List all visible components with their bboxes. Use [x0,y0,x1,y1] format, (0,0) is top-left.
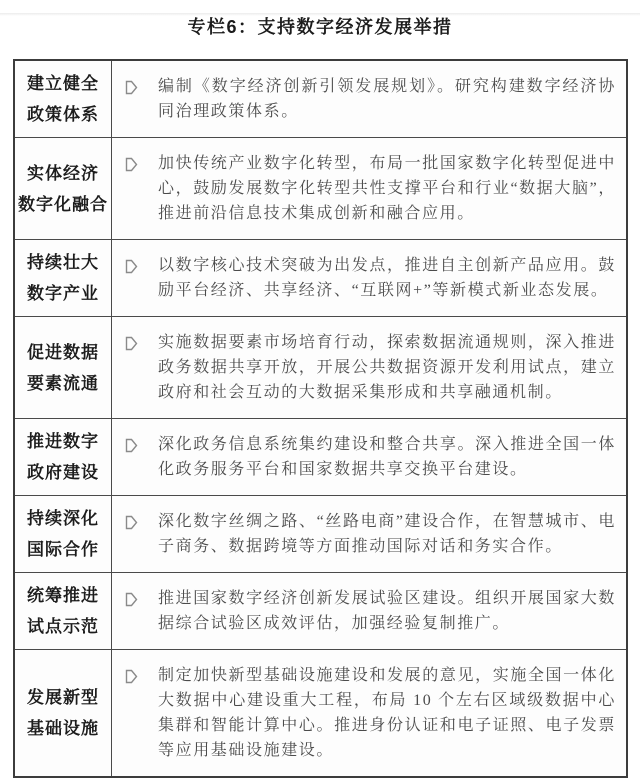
row-label-line: 政府建设 [27,463,99,482]
row-label-line: 统筹推进 [27,586,99,605]
table-row [15,573,626,650]
row-label [15,61,112,137]
row-label-line: 政策体系 [27,105,99,124]
arrow-bullet-icon [125,669,138,684]
table-row [15,496,626,573]
row-label-line: 试点示范 [27,617,99,636]
row-label [15,419,112,495]
row-label-line: 持续深化 [27,509,99,528]
row-label-line: 促进数据 [27,342,99,362]
row-content-text: 推进国家数字经济创新发展试验区建设。组织开展国家大数据综合试验区成效评估，加强经验复制推广。 [158,590,616,632]
row-label [15,317,112,418]
row-label-line: 推进数字 [27,432,99,451]
measures-table [13,59,628,778]
row-label-line: 数字产业 [27,284,99,303]
page-edge-shadow-top [0,13,640,16]
arrow-bullet-icon [125,157,138,172]
arrow-bullet-icon [125,515,138,530]
row-content-cell [112,317,626,418]
row-content-cell [112,650,626,776]
table-row [15,317,626,419]
row-content-cell [112,419,626,495]
row-content-text: 实施数据要素市场培育行动，探索数据流通规则，深入推进政务数据共享开放，开展公共数据资源开发利用试点，建立政府和社会互动的大数据采集形成和共享融通机制。 [158,334,616,401]
row-content-text: 加快传统产业数字化转型，布局一批国家数字化转型促进中心，鼓励发展数字化转型共性支撑平台和行业“数据大脑”，推进前沿信息技术集成创新和融合应用。 [158,155,616,222]
row-label [15,650,112,776]
arrow-bullet-icon [125,438,138,453]
arrow-bullet-icon [125,336,138,351]
arrow-bullet-icon [125,259,138,274]
row-content-cell [112,240,626,316]
row-content-text: 深化政务信息系统集约建设和整合共享。深入推进全国一体化政务服务平台和国家数据共享交换平台建设。 [158,436,616,478]
row-content-cell [112,61,626,137]
row-label [15,573,112,649]
arrow-bullet-icon [125,80,138,95]
table-row [15,240,626,317]
row-content-cell [112,496,626,572]
row-content-text: 编制《数字经济创新引领发展规划》。研究构建数字经济协同治理政策体系。 [158,78,616,120]
row-label-line: 国际合作 [27,540,99,559]
row-label-line: 实体经济 [27,163,99,183]
row-content-text: 以数字核心技术突破为出发点，推进自主创新产品应用。鼓励平台经济、共享经济、“互联网+”等新模式新业态发展。 [158,257,616,299]
table-row [15,419,626,496]
row-label-line: 基础设施 [27,719,99,738]
row-content-cell [112,573,626,649]
row-label [15,138,112,239]
arrow-bullet-icon [125,592,138,607]
row-content-text: 制定加快新型基础设施建设和发展的意见，实施全国一体化大数据中心建设重大工程，布局 10 个左右区域级数据中心集群和智能计算中心。推进身份认证和电子证照、电子发票等应用基础设施建设。 [158,667,616,759]
row-label-line: 发展新型 [27,688,99,707]
row-label-line: 要素流通 [27,373,99,393]
table-row [15,61,626,138]
row-label [15,240,112,316]
table-row [15,650,626,776]
row-content-text: 深化数字丝绸之路、“丝路电商”建设合作，在智慧城市、电子商务、数据跨境等方面推动国际对话和务实合作。 [158,513,616,555]
row-label-line: 数字化融合 [18,194,108,214]
page-title: 专栏6：支持数字经济发展举措 [187,17,453,37]
row-label-line: 持续壮大 [27,253,99,272]
row-label-line: 建立健全 [27,74,99,93]
row-content-cell [112,138,626,239]
row-label [15,496,112,572]
table-row [15,138,626,240]
